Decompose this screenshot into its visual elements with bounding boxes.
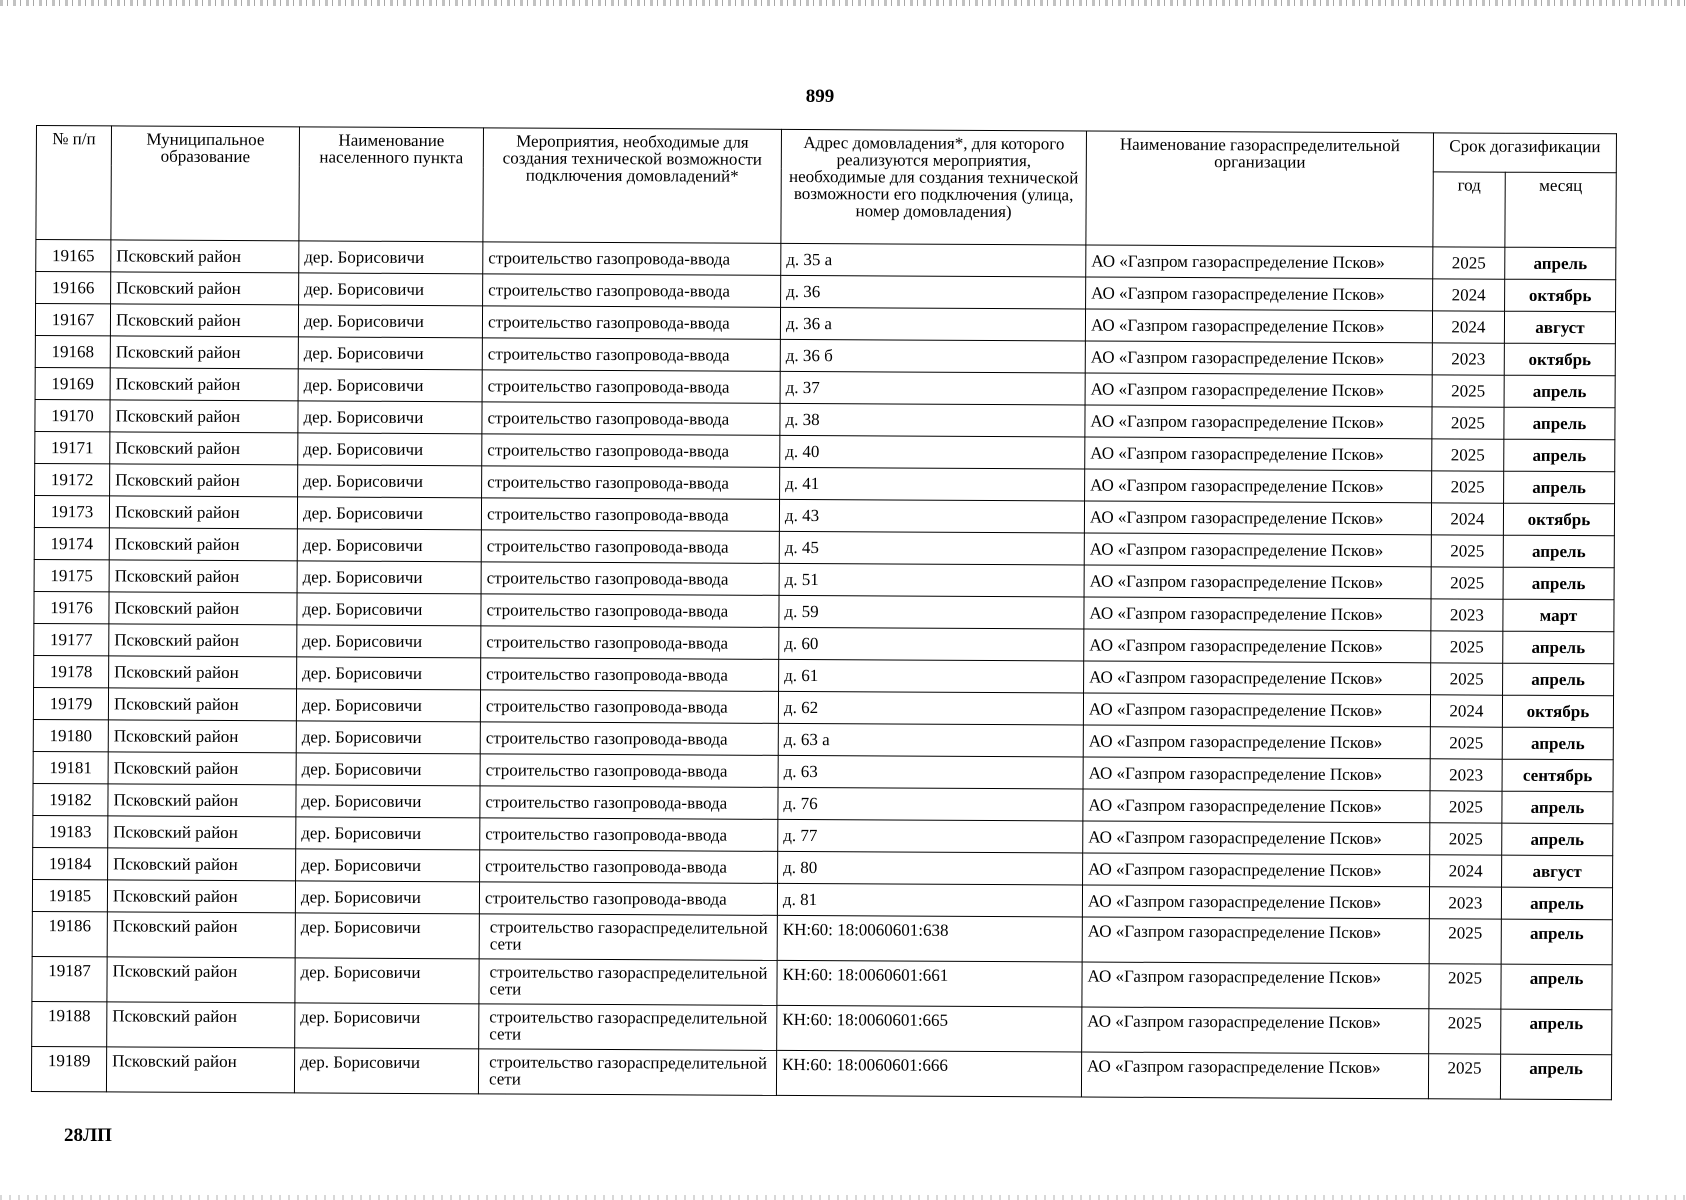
cell-settlement: дер. Борисовичи <box>297 561 481 594</box>
cell-month: апрель <box>1501 1009 1612 1055</box>
cell-measure: строительство газораспределительной сети <box>479 1004 777 1051</box>
cell-num: 19179 <box>33 687 108 719</box>
cell-year: 2025 <box>1432 407 1504 439</box>
cell-measure: строительство газопровода-ввода <box>483 242 781 276</box>
cell-year: 2025 <box>1430 823 1502 855</box>
cell-address: д. 45 <box>779 531 1084 565</box>
cell-settlement: дер. Борисовичи <box>297 657 481 690</box>
cell-settlement: дер. Борисовичи <box>296 753 480 786</box>
cell-org: АО «Газпром газораспределение Псков» <box>1081 1052 1428 1099</box>
cell-org: АО «Газпром газораспределение Псков» <box>1083 693 1430 727</box>
cell-num: 19181 <box>33 751 108 783</box>
cell-measure: строительство газопровода-ввода <box>481 658 779 692</box>
cell-month: август <box>1504 311 1615 344</box>
cell-month: апрель <box>1501 964 1612 1010</box>
cell-settlement: дер. Борисовичи <box>297 529 481 562</box>
cell-year: 2025 <box>1430 727 1502 759</box>
cell-month: август <box>1502 855 1613 888</box>
cell-month: апрель <box>1503 663 1614 696</box>
cell-org: АО «Газпром газораспределение Псков» <box>1082 917 1429 964</box>
cell-municipality: Псковский район <box>111 240 299 273</box>
cell-num: 19188 <box>32 1001 107 1046</box>
cell-org: АО «Газпром газораспределение Псков» <box>1085 309 1432 343</box>
cell-org: АО «Газпром газораспределение Псков» <box>1082 1007 1429 1054</box>
cell-org: АО «Газпром газораспределение Псков» <box>1086 245 1433 279</box>
cell-settlement: дер. Борисовичи <box>299 273 483 306</box>
cell-year: 2025 <box>1432 439 1504 471</box>
cell-measure: строительство газопровода-ввода <box>482 466 780 500</box>
cell-year: 2023 <box>1431 599 1503 631</box>
cell-num: 19169 <box>35 367 110 399</box>
header-num: № п/п <box>36 126 112 240</box>
cell-address: КН:60: 18:0060601:661 <box>777 960 1082 1007</box>
cell-year: 2023 <box>1429 887 1501 919</box>
cell-org: АО «Газпром газораспределение Псков» <box>1084 565 1431 599</box>
cell-num: 19172 <box>35 463 110 495</box>
gasification-table <box>31 125 1617 1100</box>
cell-year: 2025 <box>1433 247 1505 279</box>
cell-org: АО «Газпром газораспределение Псков» <box>1083 853 1430 887</box>
cell-municipality: Псковский район <box>108 720 296 753</box>
header-municipality: Муниципальное образование <box>111 126 300 241</box>
cell-address: д. 60 <box>779 627 1084 661</box>
cell-month: апрель <box>1502 791 1613 824</box>
cell-municipality: Псковский район <box>111 272 299 305</box>
cell-year: 2025 <box>1432 375 1504 407</box>
cell-month: апрель <box>1501 887 1612 920</box>
cell-municipality: Псковский район <box>109 528 297 561</box>
cell-address: д. 36 <box>781 275 1086 309</box>
cell-settlement: дер. Борисовичи <box>295 958 479 1004</box>
cell-municipality: Псковский район <box>109 560 297 593</box>
header-org: Наименование газораспределительной организации <box>1086 131 1434 247</box>
cell-num: 19176 <box>34 591 109 623</box>
cell-org: АО «Газпром газораспределение Псков» <box>1085 341 1432 375</box>
cell-num: 19171 <box>35 431 110 463</box>
cell-measure: строительство газопровода-ввода <box>482 402 780 436</box>
cell-num: 19165 <box>36 240 111 272</box>
cell-org: АО «Газпром газораспределение Псков» <box>1085 469 1432 503</box>
cell-num: 19180 <box>33 719 108 751</box>
cell-org: АО «Газпром газораспределение Псков» <box>1084 501 1431 535</box>
cell-address: д. 43 <box>779 499 1084 533</box>
cell-settlement: дер. Борисовичи <box>295 1003 479 1049</box>
cell-settlement: дер. Борисовичи <box>298 369 482 402</box>
cell-num: 19166 <box>36 272 111 304</box>
cell-settlement: дер. Борисовичи <box>295 881 479 914</box>
cell-address: д. 35 а <box>781 243 1086 277</box>
cell-measure: строительство газопровода-ввода <box>481 562 779 596</box>
cell-month: апрель <box>1503 567 1614 600</box>
cell-month: сентябрь <box>1502 759 1613 792</box>
cell-year: 2025 <box>1431 535 1503 567</box>
cell-num: 19182 <box>33 783 108 815</box>
cell-settlement: дер. Борисовичи <box>296 721 480 754</box>
cell-num: 19185 <box>32 879 107 911</box>
cell-measure: строительство газопровода-ввода <box>482 370 780 404</box>
cell-measure: строительство газораспределительной сети <box>478 1049 776 1096</box>
cell-settlement: дер. Борисовичи <box>296 689 480 722</box>
cell-settlement: дер. Борисовичи <box>298 433 482 466</box>
cell-measure: строительство газораспределительной сети <box>479 914 777 961</box>
header-address: Адрес домовладения*, для которого реализуются мероприятия, необходимые для создания технической возможности его подключения (улица, номер домовладения) <box>781 129 1087 245</box>
cell-address: д. 76 <box>778 787 1083 821</box>
table-row <box>31 1046 1611 1099</box>
cell-measure: строительство газопровода-ввода <box>480 754 778 788</box>
cell-address: д. 37 <box>780 371 1085 405</box>
cell-measure: строительство газопровода-ввода <box>481 530 779 564</box>
cell-address: КН:60: 18:0060601:665 <box>777 1005 1082 1052</box>
cell-municipality: Псковский район <box>109 656 297 689</box>
cell-measure: строительство газораспределительной сети <box>479 959 777 1006</box>
cell-address: д. 59 <box>779 595 1084 629</box>
cell-municipality: Псковский район <box>110 400 298 433</box>
cell-municipality: Псковский район <box>109 624 297 657</box>
cell-org: АО «Газпром газораспределение Псков» <box>1083 789 1430 823</box>
header-settlement: Наименование населенного пункта <box>299 127 484 242</box>
cell-municipality: Псковский район <box>107 957 295 1003</box>
cell-measure: строительство газопровода-ввода <box>480 850 778 884</box>
cell-settlement: дер. Борисовичи <box>299 241 483 274</box>
cell-municipality: Псковский район <box>110 336 298 369</box>
cell-address: д. 41 <box>780 467 1085 501</box>
cell-org: АО «Газпром газораспределение Псков» <box>1083 757 1430 791</box>
cell-settlement: дер. Борисовичи <box>297 625 481 658</box>
cell-month: апрель <box>1502 727 1613 760</box>
cell-num: 19178 <box>34 655 109 687</box>
cell-settlement: дер. Борисовичи <box>298 305 482 338</box>
cell-year: 2024 <box>1430 855 1502 887</box>
cell-municipality: Псковский район <box>107 912 295 958</box>
cell-measure: строительство газопровода-ввода <box>481 498 779 532</box>
cell-num: 19189 <box>31 1046 106 1091</box>
cell-year: 2024 <box>1433 279 1505 311</box>
cell-address: д. 36 б <box>780 339 1085 373</box>
cell-address: д. 63 а <box>778 723 1083 757</box>
cell-year: 2024 <box>1431 503 1503 535</box>
cell-org: АО «Газпром газораспределение Псков» <box>1084 597 1431 631</box>
cell-address: д. 77 <box>778 819 1083 853</box>
page-number: 899 <box>805 86 835 107</box>
cell-year: 2024 <box>1430 695 1502 727</box>
cell-month: март <box>1503 599 1614 632</box>
cell-year: 2025 <box>1429 964 1501 1009</box>
cell-settlement: дер. Борисовичи <box>296 785 480 818</box>
cell-year: 2025 <box>1428 1054 1500 1099</box>
cell-address: д. 62 <box>778 691 1083 725</box>
cell-month: апрель <box>1501 919 1612 965</box>
cell-municipality: Псковский район <box>110 368 298 401</box>
cell-org: АО «Газпром газораспределение Псков» <box>1084 533 1431 567</box>
cell-org: АО «Газпром газораспределение Псков» <box>1082 885 1429 919</box>
cell-org: АО «Газпром газораспределение Псков» <box>1084 629 1431 663</box>
cell-year: 2025 <box>1429 919 1501 964</box>
cell-month: октябрь <box>1503 503 1614 536</box>
cell-address: д. 36 а <box>780 307 1085 341</box>
cell-month: октябрь <box>1502 695 1613 728</box>
table-body <box>31 240 1615 1100</box>
cell-month: октябрь <box>1504 343 1615 376</box>
cell-settlement: дер. Борисовичи <box>296 849 480 882</box>
cell-num: 19168 <box>35 335 110 367</box>
cell-num: 19177 <box>34 623 109 655</box>
cell-municipality: Псковский район <box>108 848 296 881</box>
cell-num: 19184 <box>33 847 108 879</box>
cell-settlement: дер. Борисовичи <box>298 465 482 498</box>
cell-org: АО «Газпром газораспределение Псков» <box>1084 661 1431 695</box>
cell-measure: строительство газопровода-ввода <box>481 626 779 660</box>
header-month: месяц <box>1505 172 1616 248</box>
cell-municipality: Псковский район <box>108 784 296 817</box>
cell-address: д. 40 <box>780 435 1085 469</box>
cell-month: апрель <box>1504 471 1615 504</box>
cell-month: апрель <box>1505 247 1616 280</box>
cell-org: АО «Газпром газораспределение Псков» <box>1085 405 1432 439</box>
cell-month: апрель <box>1504 375 1615 408</box>
cell-measure: строительство газопровода-ввода <box>480 786 778 820</box>
cell-settlement: дер. Борисовичи <box>297 497 481 530</box>
cell-municipality: Псковский район <box>106 1047 294 1093</box>
cell-month: апрель <box>1504 439 1615 472</box>
cell-num: 19183 <box>33 815 108 847</box>
header-term: Срок догазификации <box>1433 133 1616 173</box>
cell-municipality: Псковский район <box>108 816 296 849</box>
cell-municipality: Псковский район <box>108 688 296 721</box>
cell-settlement: дер. Борисовичи <box>294 1048 478 1094</box>
cell-measure: строительство газопровода-ввода <box>482 306 780 340</box>
table-header <box>36 126 1617 248</box>
cell-year: 2025 <box>1431 567 1503 599</box>
cell-org: АО «Газпром газораспределение Псков» <box>1085 373 1432 407</box>
cell-num: 19174 <box>34 527 109 559</box>
cell-municipality: Псковский район <box>110 464 298 497</box>
cell-measure: строительство газопровода-ввода <box>482 338 780 372</box>
cell-year: 2025 <box>1432 471 1504 503</box>
cell-month: октябрь <box>1505 279 1616 312</box>
cell-measure: строительство газопровода-ввода <box>481 594 779 628</box>
cell-num: 19175 <box>34 559 109 591</box>
cell-measure: строительство газопровода-ввода <box>483 274 781 308</box>
cell-month: апрель <box>1503 631 1614 664</box>
cell-org: АО «Газпром газораспределение Псков» <box>1085 437 1432 471</box>
scan-edge-top <box>0 0 1686 6</box>
cell-address: д. 61 <box>779 659 1084 693</box>
cell-year: 2023 <box>1432 343 1504 375</box>
cell-address: КН:60: 18:0060601:666 <box>776 1050 1081 1097</box>
cell-num: 19170 <box>35 399 110 431</box>
cell-municipality: Псковский район <box>107 880 295 913</box>
cell-address: д. 38 <box>780 403 1085 437</box>
cell-year: 2025 <box>1431 631 1503 663</box>
cell-month: апрель <box>1504 407 1615 440</box>
cell-year: 2024 <box>1432 311 1504 343</box>
scan-edge-bottom <box>0 1195 1686 1200</box>
cell-settlement: дер. Борисовичи <box>298 401 482 434</box>
cell-num: 19173 <box>34 495 109 527</box>
cell-address: КН:60: 18:0060601:638 <box>777 915 1082 962</box>
cell-org: АО «Газпром газораспределение Псков» <box>1082 962 1429 1009</box>
cell-municipality: Псковский район <box>110 304 298 337</box>
cell-measure: строительство газопровода-ввода <box>482 434 780 468</box>
cell-num: 19186 <box>32 911 107 956</box>
cell-org: АО «Газпром газораспределение Псков» <box>1083 821 1430 855</box>
cell-year: 2023 <box>1430 759 1502 791</box>
cell-municipality: Псковский район <box>108 752 296 785</box>
cell-municipality: Псковский район <box>110 432 298 465</box>
cell-org: АО «Газпром газораспределение Псков» <box>1086 277 1433 311</box>
cell-settlement: дер. Борисовичи <box>298 337 482 370</box>
cell-municipality: Псковский район <box>109 496 297 529</box>
cell-municipality: Псковский район <box>107 1002 295 1048</box>
cell-address: д. 81 <box>777 883 1082 917</box>
cell-settlement: дер. Борисовичи <box>295 913 479 959</box>
cell-num: 19167 <box>35 304 110 336</box>
cell-municipality: Псковский район <box>109 592 297 625</box>
cell-measure: строительство газопровода-ввода <box>480 690 778 724</box>
cell-month: апрель <box>1502 823 1613 856</box>
cell-settlement: дер. Борисовичи <box>297 593 481 626</box>
cell-measure: строительство газопровода-ввода <box>479 882 777 916</box>
cell-month: апрель <box>1503 535 1614 568</box>
footer-code: 28ЛП <box>64 1125 112 1146</box>
cell-settlement: дер. Борисовичи <box>296 817 480 850</box>
cell-num: 19187 <box>32 956 107 1001</box>
cell-measure: строительство газопровода-ввода <box>480 722 778 756</box>
cell-address: д. 51 <box>779 563 1084 597</box>
cell-month: апрель <box>1500 1054 1611 1100</box>
header-measures: Мероприятия, необходимые для создания технической возможности подключения домовладений* <box>483 128 782 244</box>
cell-year: 2025 <box>1430 791 1502 823</box>
header-year: год <box>1433 172 1505 247</box>
cell-address: д. 80 <box>778 851 1083 885</box>
cell-measure: строительство газопровода-ввода <box>480 818 778 852</box>
cell-year: 2025 <box>1431 663 1503 695</box>
cell-address: д. 63 <box>778 755 1083 789</box>
cell-year: 2025 <box>1429 1009 1501 1054</box>
cell-org: АО «Газпром газораспределение Псков» <box>1083 725 1430 759</box>
